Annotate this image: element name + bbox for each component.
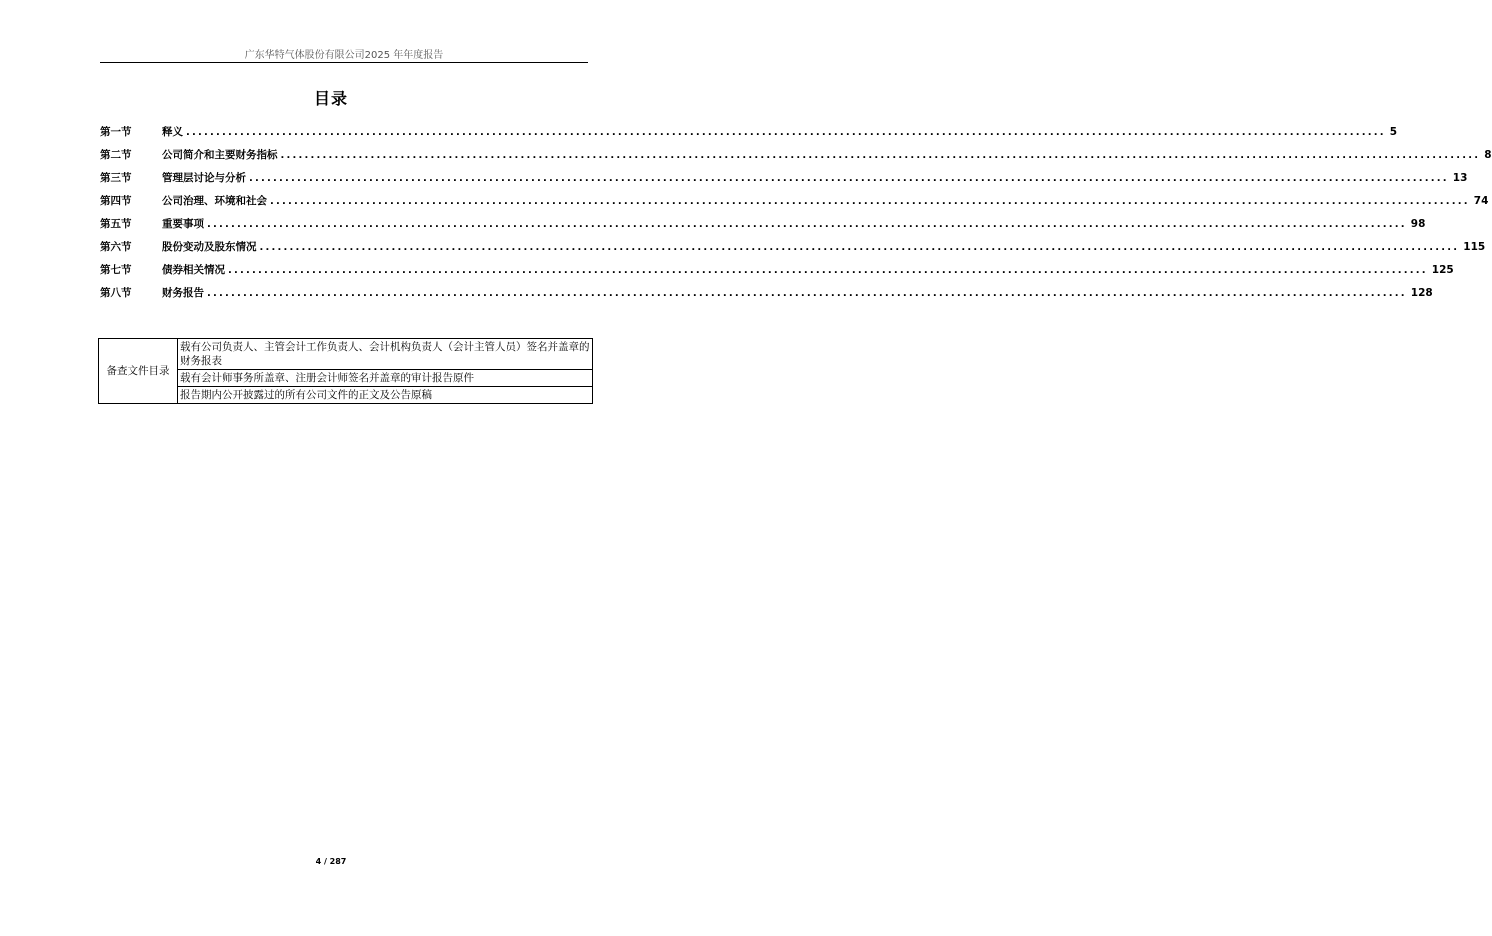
toc-section-name: 股份变动及股东情况 — [162, 241, 257, 253]
toc-section-number: 第三节 — [100, 172, 132, 184]
toc-section-name: 释义 — [162, 126, 183, 138]
toc-dot-leader: ........................................................................................................................................................................................................ — [259, 242, 1460, 253]
toc-section-name: 重要事项 — [162, 218, 204, 230]
toc-entry[interactable] — [100, 147, 1492, 170]
toc-dot-leader: ........................................................................................................................................................................................................ — [207, 288, 1407, 299]
reference-file-item: 载有会计师事务所盖章、注册会计师签名并盖章的审计报告原件 — [178, 370, 593, 387]
reference-file-item: 报告期内公开披露过的所有公司文件的正文及公告原稿 — [178, 387, 593, 404]
toc-dot-leader: ........................................................................................................................................................................................................ — [280, 150, 1481, 161]
toc-section-number: 第七节 — [100, 264, 132, 276]
toc-dot-leader: ........................................................................................................................................................................................................ — [249, 173, 1449, 184]
toc-section-name: 财务报告 — [162, 287, 204, 299]
toc-page-number: 74 — [1473, 195, 1489, 207]
reference-files-label: 备查文件目录 — [99, 339, 178, 404]
toc-section-number: 第四节 — [100, 195, 132, 207]
report-header-title: 广东华特气体股份有限公司2025 年年度报告 — [244, 50, 444, 61]
toc-entry[interactable] — [100, 124, 1398, 147]
toc-page-number: 5 — [1389, 126, 1398, 138]
table-of-contents — [100, 124, 1492, 308]
toc-page-number: 8 — [1484, 149, 1492, 161]
toc-entry[interactable] — [100, 193, 1489, 216]
reference-files-table — [98, 338, 593, 404]
reference-file-item: 载有公司负责人、主管会计工作负责人、会计机构负责人（会计主管人员）签名并盖章的财务报表 — [178, 339, 593, 370]
toc-section-name: 管理层讨论与分析 — [162, 172, 246, 184]
toc-dot-leader: ........................................................................................................................................................................................................ — [186, 127, 1386, 138]
toc-page-number: 125 — [1431, 264, 1454, 276]
toc-page-number: 115 — [1463, 241, 1486, 253]
toc-section-number: 第六节 — [100, 241, 132, 253]
header-divider — [100, 62, 588, 63]
toc-dot-leader: ........................................................................................................................................................................................................ — [228, 265, 1428, 276]
toc-section-number: 第五节 — [100, 218, 132, 230]
toc-section-number: 第一节 — [100, 126, 132, 138]
table-row — [99, 339, 593, 370]
toc-entry[interactable] — [100, 239, 1486, 262]
toc-entry[interactable] — [100, 216, 1426, 239]
toc-dot-leader: ........................................................................................................................................................................................................ — [207, 219, 1407, 230]
toc-section-name: 公司简介和主要财务指标 — [162, 149, 278, 161]
toc-section-number: 第二节 — [100, 149, 132, 161]
toc-dot-leader: ........................................................................................................................................................................................................ — [270, 196, 1470, 207]
page-number-footer: 4 / 287 — [315, 857, 347, 866]
toc-page-number: 13 — [1452, 172, 1468, 184]
toc-title: 目录 — [313, 89, 348, 108]
toc-section-name: 债券相关情况 — [162, 264, 225, 276]
toc-page-number: 128 — [1410, 287, 1433, 299]
toc-page-number: 98 — [1410, 218, 1426, 230]
toc-section-name: 公司治理、环境和社会 — [162, 195, 267, 207]
toc-section-number: 第八节 — [100, 287, 132, 299]
toc-entry[interactable] — [100, 285, 1433, 308]
toc-entry[interactable] — [100, 262, 1454, 285]
toc-entry[interactable] — [100, 170, 1468, 193]
